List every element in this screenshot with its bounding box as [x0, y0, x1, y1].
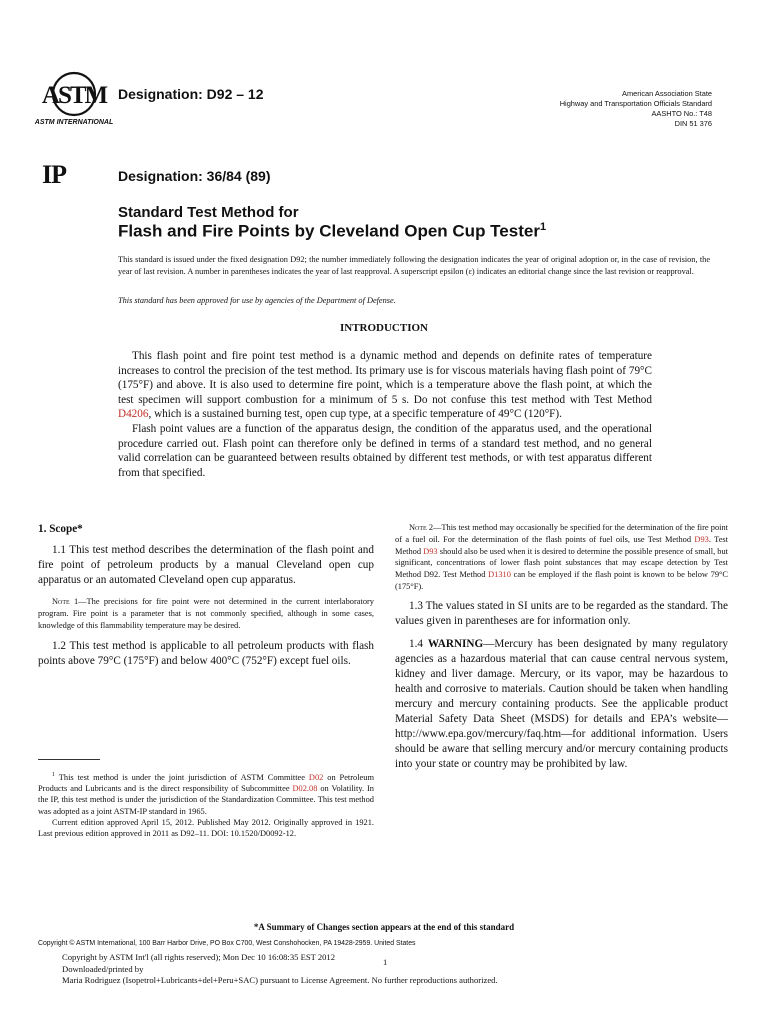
warning-label: WARNING [427, 637, 484, 650]
astm-logo-caption: ASTM INTERNATIONAL [34, 119, 114, 126]
link-d02-08[interactable]: D02.08 [292, 784, 318, 794]
introduction-heading: INTRODUCTION [339, 322, 428, 334]
summary-of-changes-note: *A Summary of Changes section appears at the end of this standard [253, 922, 515, 932]
copyright-line: Copyright © ASTM International, 100 Barr Harbor Drive, PO Box C700, West Conshohocken, PA 19428-2959. United States [38, 940, 416, 947]
designation-ip: Designation: 36/84 (89) [118, 168, 271, 184]
title-line1: Standard Test Method for [118, 204, 299, 221]
section-1-1: 1.1 This test method describes the determination of the flash point and fire point of petroleum products by a manual Cleveland open cup apparatus or an automated Cleveland open cup apparatus. [38, 544, 374, 586]
footnote-jurisdiction: $^1$ This test method is under the joint jurisdiction of ASTM Committee D02 on Petroleum Products and Lubricants and is the direct responsibility of Subcommittee D02.08 on Volatility. In the IP, this test method is under the jurisdiction of the Standardization Committee. This test method was adopted as a joint ASTM-IP standard in 1965. [38, 772, 374, 816]
introduction-paragraph: This flash point and fire point test method is a dynamic method and depends on definite rates of temperature increases to control the precision of the test method. Its primary use is for viscous materials having flash point of 79°C (175°F) and above. It is also used to determine fire point, which is a temperature above the flash point, at which the test specimen will support combustion for a minimum of 5 s. Do not confuse this test method with Test Method D4206, which is a sustained burning test, open cup type, at a specific temperature of 49°C (120°F). [118, 350, 652, 421]
org-line: DIN 51 376 [674, 119, 712, 128]
introduction-paragraph: Flash point values are a function of the apparatus design, the condition of the apparatus used, and the operational procedure carried out. Flash point can therefore only be defined in terms of a standard test method, and no general valid correlation can be guaranteed between results obtained by different test methods, or with test apparatus different from that specified. [118, 422, 652, 479]
link-d93[interactable]: D93 [423, 546, 438, 556]
astm-logo [34, 70, 114, 128]
org-line: American Association State [622, 89, 712, 98]
scope-heading: 1. Scope* [38, 523, 83, 535]
left-column [38, 522, 374, 669]
approved-note: This standard has been approved for use by agencies of the Department of Defense. [118, 296, 396, 305]
note-2: Note 2—This test method may occasionally be specified for the determination of the fire point of a fuel oil. For the determination of the flash points of fuel oils, use Test Method D93. Test Method D93 should also be used when it is desired to determine the possible presence of small, but significant, concentrations of lower flash point substances that may escape detection by Test Method D92. Test Method D1310 can be employed if the flash point is known to be below 79°C (175°F). [395, 523, 728, 591]
link-d4206[interactable]: D4206 [118, 408, 149, 421]
note-1: Note 1—The precisions for fire point were not determined in the current interlaboratory program. Fire point is a parameter that is not commonly specified, although in some cases, knowledge of this flammability temperature may be desired. [38, 597, 374, 630]
footnote-edition: Current edition approved April 15, 2012. Published May 2012. Originally approved in 1921. Last previous edition approved in 2011 as D92–11. DOI: 10.1520/D0092-12. [38, 817, 374, 839]
footnote [38, 770, 374, 840]
org-equivalents [560, 89, 712, 129]
title-line2 [118, 221, 546, 242]
title-text: Flash and Fire Points by Cleveland Open Cup Tester [118, 221, 540, 241]
right-column [395, 522, 728, 772]
ip-logo: IP [42, 160, 66, 189]
title-footnote-ref: 1 [539, 221, 547, 233]
designation: Designation: D92 – 12 [118, 86, 264, 102]
section-1-3: 1.3 The values stated in SI units are to be regarded as the standard. The values given in parentheses are for information only. [395, 599, 728, 627]
download-line: Maria Rodriguez (Isopetrol+Lubricants+del+Peru+SAC) pursuant to License Agreement. No further reproductions authorized. [62, 975, 498, 986]
issued-note: This standard is issued under the fixed designation D92; the number immediately following the designation indicates the year of original adoption or, in the case of revision, the year of last revision. A number in parentheses indicates the year of last reapproval. A superscript epsilon (ε) indicates an editorial change since the last revision or reapproval. [118, 255, 710, 276]
download-line: Copyright by ASTM Int'l (all rights reserved); Mon Dec 10 16:08:35 EST 2012 [62, 952, 336, 962]
link-d93[interactable]: D93 [694, 534, 709, 544]
page-number: 1 [383, 957, 388, 967]
section-1-4: 1.4 WARNING—Mercury has been designated by many regulatory agencies as a hazardous material that can cause central nervous system, kidney and liver damage. Mercury, or its vapor, may be hazardous to health and corrosive to materials. Caution should be taken when handling mercury and mercury containing products. See the applicable product Material Safety Data Sheet (MSDS) for details and EPA’s website—http://www.epa.gov/mercury/faq.htm—for additional information. Users should be aware that selling mercury and/or mercury containing products into your state or country may be prohibited by law. [395, 637, 728, 770]
download-notice [62, 952, 498, 987]
link-d02[interactable]: D02 [308, 772, 324, 782]
svg-text:ASTM: ASTM [41, 82, 107, 109]
section-1-2: 1.2 This test method is applicable to all petroleum products with flash points above 79°C (175°F) and below 400°C (752°F) except fuel oils. [38, 640, 374, 668]
introduction-body [118, 349, 652, 480]
org-line: AASHTO No.: T48 [651, 109, 712, 118]
link-d1310[interactable]: D1310 [488, 570, 511, 580]
org-line: Highway and Transportation Officials Standard [559, 99, 712, 108]
footnote-rule [38, 759, 100, 760]
download-line: Downloaded/printed by [62, 963, 144, 974]
